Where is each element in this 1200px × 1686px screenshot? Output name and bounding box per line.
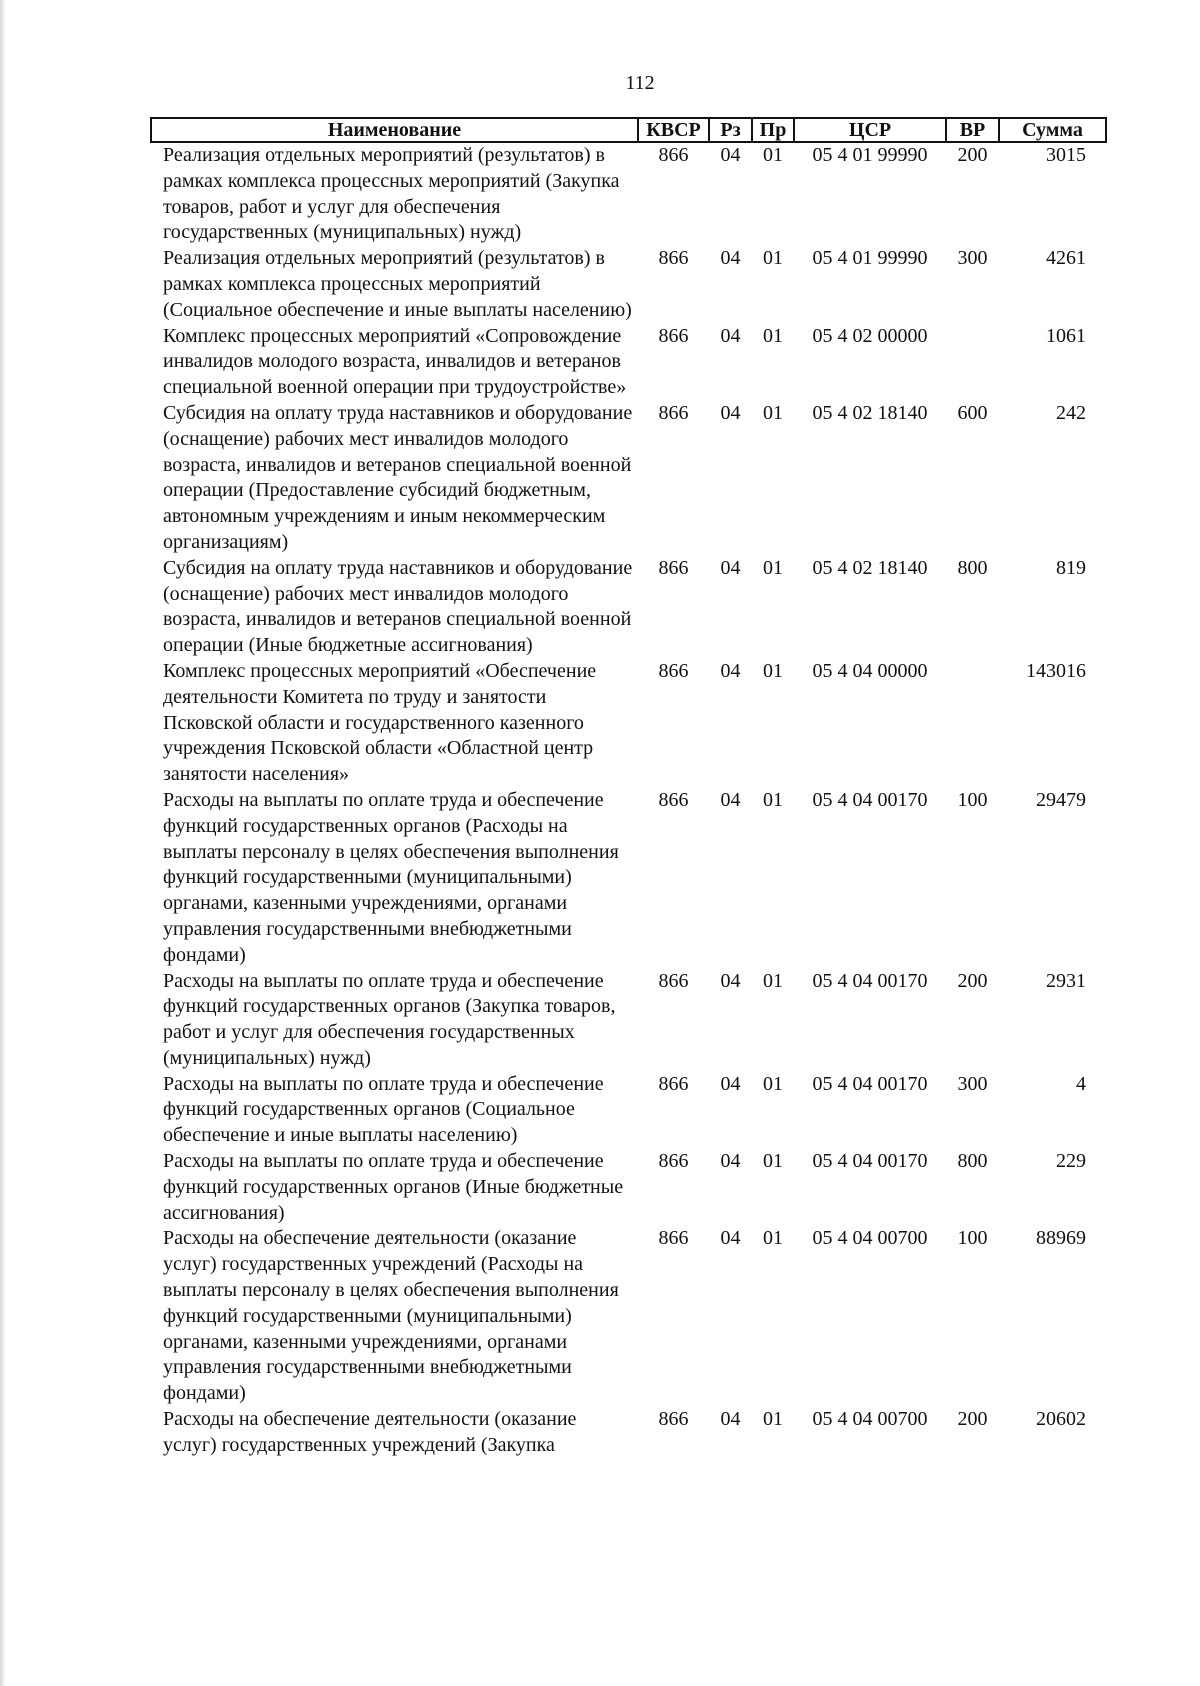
cell-pr: 01 <box>763 324 783 347</box>
cell-kvsr: 866 <box>658 1408 689 1431</box>
cell-sum: 143016 <box>1026 659 1086 682</box>
budget-table <box>150 117 1107 1459</box>
header-kvsr: КВСР <box>638 118 709 142</box>
cell-csr: 05 4 04 00700 <box>812 1227 928 1250</box>
table-row <box>151 1407 1106 1459</box>
cell-csr: 05 4 02 00000 <box>812 324 928 347</box>
header-sum: Сумма <box>999 118 1106 142</box>
cell-csr: 05 4 02 18140 <box>812 556 928 579</box>
cell-sum: 20602 <box>1036 1408 1086 1431</box>
cell-csr: 05 4 04 00700 <box>812 1408 928 1431</box>
cell-vr: 800 <box>957 1150 988 1173</box>
cell-name: Расходы на выплаты по оплате труда и обеспечение функций государственных органов (Социальное обеспечение и иные выплаты населению) <box>163 1072 604 1147</box>
cell-kvsr: 866 <box>658 659 689 682</box>
cell-name: Реализация отдельных мероприятий (результатов) в рамках комплекса процессных мероприятий (Социальное обеспечение и иные выплаты населению) <box>163 247 632 321</box>
cell-csr: 05 4 04 00170 <box>812 788 928 811</box>
cell-vr: 100 <box>957 1227 988 1250</box>
cell-pr: 01 <box>763 1072 783 1095</box>
table-row <box>151 969 1106 1072</box>
table-row <box>151 659 1106 788</box>
cell-pr: 01 <box>763 144 783 166</box>
scan-edge-shadow <box>0 0 6 1686</box>
cell-vr: 200 <box>957 1408 988 1431</box>
cell-csr: 05 4 02 18140 <box>812 401 928 424</box>
cell-kvsr: 866 <box>658 247 689 270</box>
page-number: 112 <box>625 72 655 94</box>
cell-csr: 05 4 04 00170 <box>812 969 928 992</box>
cell-rz: 04 <box>720 401 741 424</box>
cell-rz: 04 <box>720 1072 741 1095</box>
cell-sum: 242 <box>1056 401 1086 424</box>
table-row <box>151 401 1106 556</box>
cell-sum: 3015 <box>1046 144 1086 166</box>
cell-vr: 200 <box>957 144 988 166</box>
cell-pr: 01 <box>763 1408 783 1431</box>
cell-pr: 01 <box>763 788 783 811</box>
cell-name: Субсидия на оплату труда наставников и оборудование (оснащение) рабочих мест инвалидов молодого возраста, инвалидов и ветеранов специальной военной операции (Иные бюджетные ассигнования) <box>163 556 633 657</box>
cell-vr: 300 <box>957 247 988 270</box>
cell-sum: 819 <box>1056 556 1086 579</box>
table-row <box>151 788 1106 969</box>
cell-csr: 05 4 04 00000 <box>812 659 928 682</box>
cell-pr: 01 <box>763 969 783 992</box>
cell-name: Расходы на выплаты по оплате труда и обеспечение функций государственных органов (Иные бюджетные ассигнования) <box>163 1150 624 1224</box>
cell-sum: 1061 <box>1046 324 1086 347</box>
cell-sum: 4 <box>1076 1072 1086 1095</box>
table-row <box>151 1226 1106 1407</box>
cell-vr <box>946 324 999 401</box>
header-pr: Пр <box>752 118 794 142</box>
cell-rz: 04 <box>720 969 741 992</box>
header-name: Наименование <box>151 118 638 142</box>
table-header-row <box>151 118 1106 142</box>
cell-name: Субсидия на оплату труда наставников и оборудование (оснащение) рабочих мест инвалидов молодого возраста, инвалидов и ветеранов специальной военной операции (Предоставление субсидий бюджетным, автономным учреждениям и иным некоммерческим организациям) <box>163 401 633 553</box>
cell-name: Комплекс процессных мероприятий «Сопровождение инвалидов молодого возраста, инвалидов и ветеранов специальной военной операции при трудоустройстве» <box>163 324 627 399</box>
cell-csr: 05 4 01 99990 <box>812 247 928 270</box>
cell-kvsr: 866 <box>658 1150 689 1173</box>
cell-sum: 4261 <box>1046 247 1086 270</box>
cell-vr: 100 <box>957 788 988 811</box>
cell-sum: 229 <box>1056 1150 1086 1173</box>
cell-kvsr: 866 <box>658 969 689 992</box>
header-rz: Рз <box>709 118 752 142</box>
cell-pr: 01 <box>763 401 783 424</box>
cell-sum: 88969 <box>1036 1227 1086 1250</box>
cell-rz: 04 <box>720 659 741 682</box>
cell-vr: 200 <box>957 969 988 992</box>
cell-rz: 04 <box>720 324 741 347</box>
table-row <box>151 556 1106 659</box>
cell-rz: 04 <box>720 1408 741 1431</box>
cell-name: Реализация отдельных мероприятий (результатов) в рамках комплекса процессных мероприятий (Закупка товаров, работ и услуг для обеспечения государственных (муниципальных) нужд) <box>163 144 620 244</box>
cell-vr: 600 <box>957 401 988 424</box>
cell-kvsr: 866 <box>658 324 689 347</box>
cell-name: Расходы на выплаты по оплате труда и обеспечение функций государственных органов (Закупка товаров, работ и услуг для обеспечения государственных (муниципальных) нужд) <box>163 969 616 1069</box>
table-row <box>151 142 1106 246</box>
cell-csr: 05 4 01 99990 <box>812 144 928 166</box>
cell-kvsr: 866 <box>658 1072 689 1095</box>
cell-kvsr: 866 <box>658 401 689 424</box>
cell-name: Расходы на выплаты по оплате труда и обеспечение функций государственных органов (Расходы на выплаты персоналу в целях обеспечения выполнения функций государственными (муниципальными) органами, казенными учреждениями, органами управления государственными внебюджетными фондами) <box>163 788 619 966</box>
cell-pr: 01 <box>763 1150 783 1173</box>
cell-rz: 04 <box>720 1227 741 1250</box>
cell-pr: 01 <box>763 659 783 682</box>
cell-sum: 29479 <box>1036 788 1086 811</box>
header-csr: ЦСР <box>794 118 946 142</box>
table-row <box>151 324 1106 401</box>
cell-rz: 04 <box>720 788 741 811</box>
table-row <box>151 1072 1106 1149</box>
cell-vr: 800 <box>957 556 988 579</box>
cell-sum: 2931 <box>1046 969 1086 992</box>
cell-name: Комплекс процессных мероприятий «Обеспечение деятельности Комитета по труду и занятости Псковской области и государственного казенного учреждения Псковской области «Областной центр занятости населения» <box>163 659 597 786</box>
cell-name: Расходы на обеспечение деятельности (оказание услуг) государственных учреждений (Закупка <box>163 1408 577 1456</box>
cell-csr: 05 4 04 00170 <box>812 1072 928 1095</box>
cell-name: Расходы на обеспечение деятельности (оказание услуг) государственных учреждений (Расходы на выплаты персоналу в целях обеспечения выполнения функций государственными (муниципальными) органами, казенными учреждениями, органами управления государственными внебюджетными фондами) <box>163 1227 619 1405</box>
cell-pr: 01 <box>763 556 783 579</box>
cell-rz: 04 <box>720 247 741 270</box>
cell-csr: 05 4 04 00170 <box>812 1150 928 1173</box>
cell-pr: 01 <box>763 247 783 270</box>
cell-vr: 300 <box>957 1072 988 1095</box>
cell-kvsr: 866 <box>658 788 689 811</box>
cell-rz: 04 <box>720 1150 741 1173</box>
cell-kvsr: 866 <box>658 556 689 579</box>
cell-vr <box>946 659 999 788</box>
cell-kvsr: 866 <box>658 1227 689 1250</box>
cell-rz: 04 <box>720 556 741 579</box>
cell-pr: 01 <box>763 1227 783 1250</box>
table-row <box>151 1149 1106 1226</box>
header-vr: ВР <box>946 118 999 142</box>
cell-rz: 04 <box>720 144 741 166</box>
table-row <box>151 246 1106 323</box>
cell-kvsr: 866 <box>658 144 689 166</box>
